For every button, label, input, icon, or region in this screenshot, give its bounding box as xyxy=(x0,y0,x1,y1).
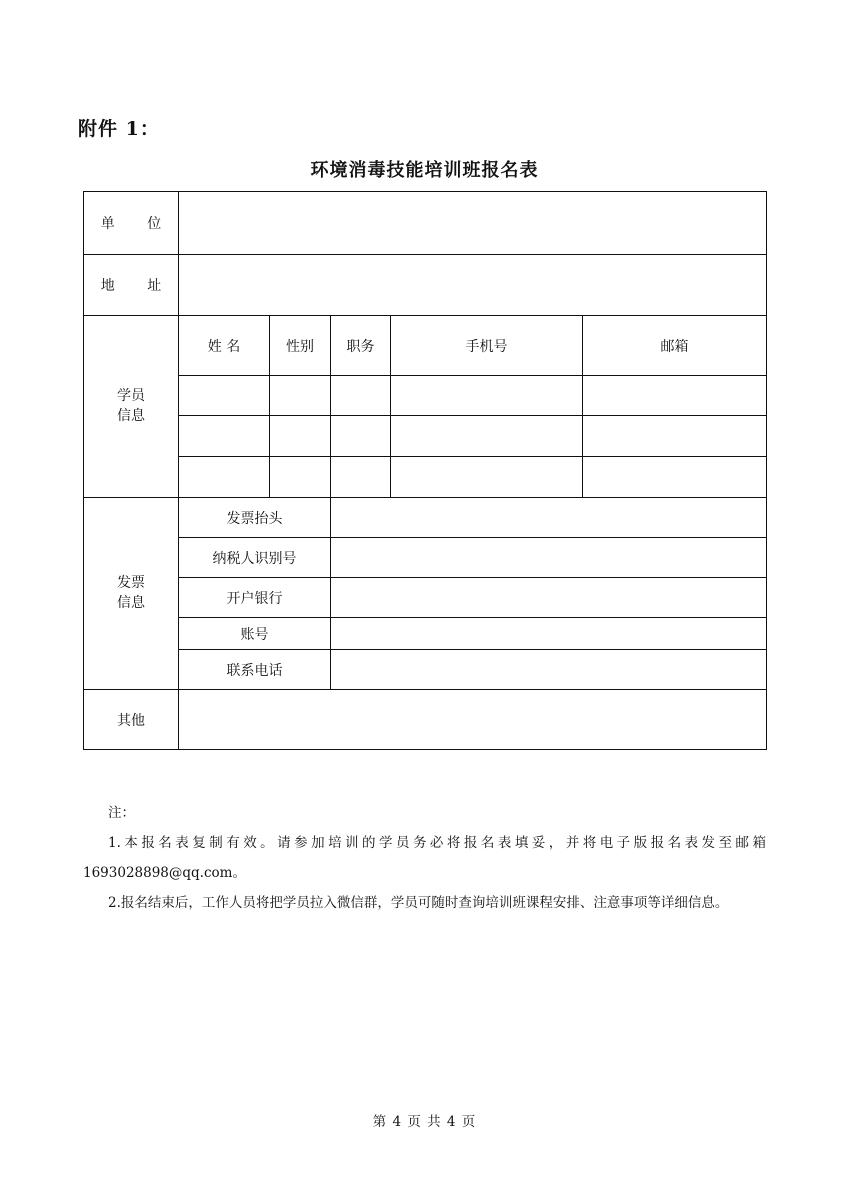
student-info-label: 学员 信息 xyxy=(84,316,179,498)
student-row xyxy=(84,376,767,416)
student-position-cell[interactable] xyxy=(331,416,391,457)
column-header-email: 邮箱 xyxy=(583,316,767,376)
page-footer: 第 4 页 共 4 页 xyxy=(372,1114,477,1130)
bank-field[interactable] xyxy=(331,578,767,618)
unit-field[interactable] xyxy=(179,192,767,255)
student-phone-cell[interactable] xyxy=(391,376,583,416)
notes-heading: 注： xyxy=(108,805,135,821)
address-label: 地 址 xyxy=(84,255,179,316)
student-phone-cell[interactable] xyxy=(391,416,583,457)
student-row xyxy=(84,457,767,498)
invoice-info-label: 发票 信息 xyxy=(84,498,179,690)
account-label: 账号 xyxy=(179,618,331,650)
taxpayer-id-label: 纳税人识别号 xyxy=(179,538,331,578)
contact-phone-field[interactable] xyxy=(331,650,767,690)
note-item-1: 1.本报名表复制有效。请参加培训的学员务必将报名表填妥，并将电子版报名表发至邮箱 1693028898@qq.com。 xyxy=(83,835,766,881)
student-name-cell[interactable] xyxy=(179,416,270,457)
note-item-2: 2.报名结束后，工作人员将把学员拉入微信群，学员可随时查询培训班课程安排、注意事项等详细信息。 xyxy=(108,895,729,911)
student-name-cell[interactable] xyxy=(179,376,270,416)
attachment-label: 附件 1： xyxy=(78,118,160,140)
column-header-position: 职务 xyxy=(331,316,391,376)
notes-section xyxy=(83,798,766,918)
address-field[interactable] xyxy=(179,255,767,316)
page-title: 环境消毒技能培训班报名表 xyxy=(310,160,539,181)
bank-label: 开户银行 xyxy=(179,578,331,618)
column-header-name: 姓 名 xyxy=(179,316,270,376)
student-email-cell[interactable] xyxy=(583,457,767,498)
student-gender-cell[interactable] xyxy=(270,376,331,416)
student-row xyxy=(84,416,767,457)
student-email-cell[interactable] xyxy=(583,376,767,416)
column-header-phone: 手机号 xyxy=(391,316,583,376)
student-email-cell[interactable] xyxy=(583,416,767,457)
student-gender-cell[interactable] xyxy=(270,416,331,457)
registration-form-table xyxy=(83,191,767,750)
invoice-title-label: 发票抬头 xyxy=(179,498,331,538)
student-phone-cell[interactable] xyxy=(391,457,583,498)
student-gender-cell[interactable] xyxy=(270,457,331,498)
other-field[interactable] xyxy=(179,690,767,750)
contact-phone-label: 联系电话 xyxy=(179,650,331,690)
student-name-cell[interactable] xyxy=(179,457,270,498)
unit-label: 单 位 xyxy=(84,192,179,255)
invoice-title-field[interactable] xyxy=(331,498,767,538)
account-field[interactable] xyxy=(331,618,767,650)
other-label: 其他 xyxy=(84,690,179,750)
student-position-cell[interactable] xyxy=(331,376,391,416)
student-position-cell[interactable] xyxy=(331,457,391,498)
taxpayer-id-field[interactable] xyxy=(331,538,767,578)
column-header-gender: 性别 xyxy=(270,316,331,376)
